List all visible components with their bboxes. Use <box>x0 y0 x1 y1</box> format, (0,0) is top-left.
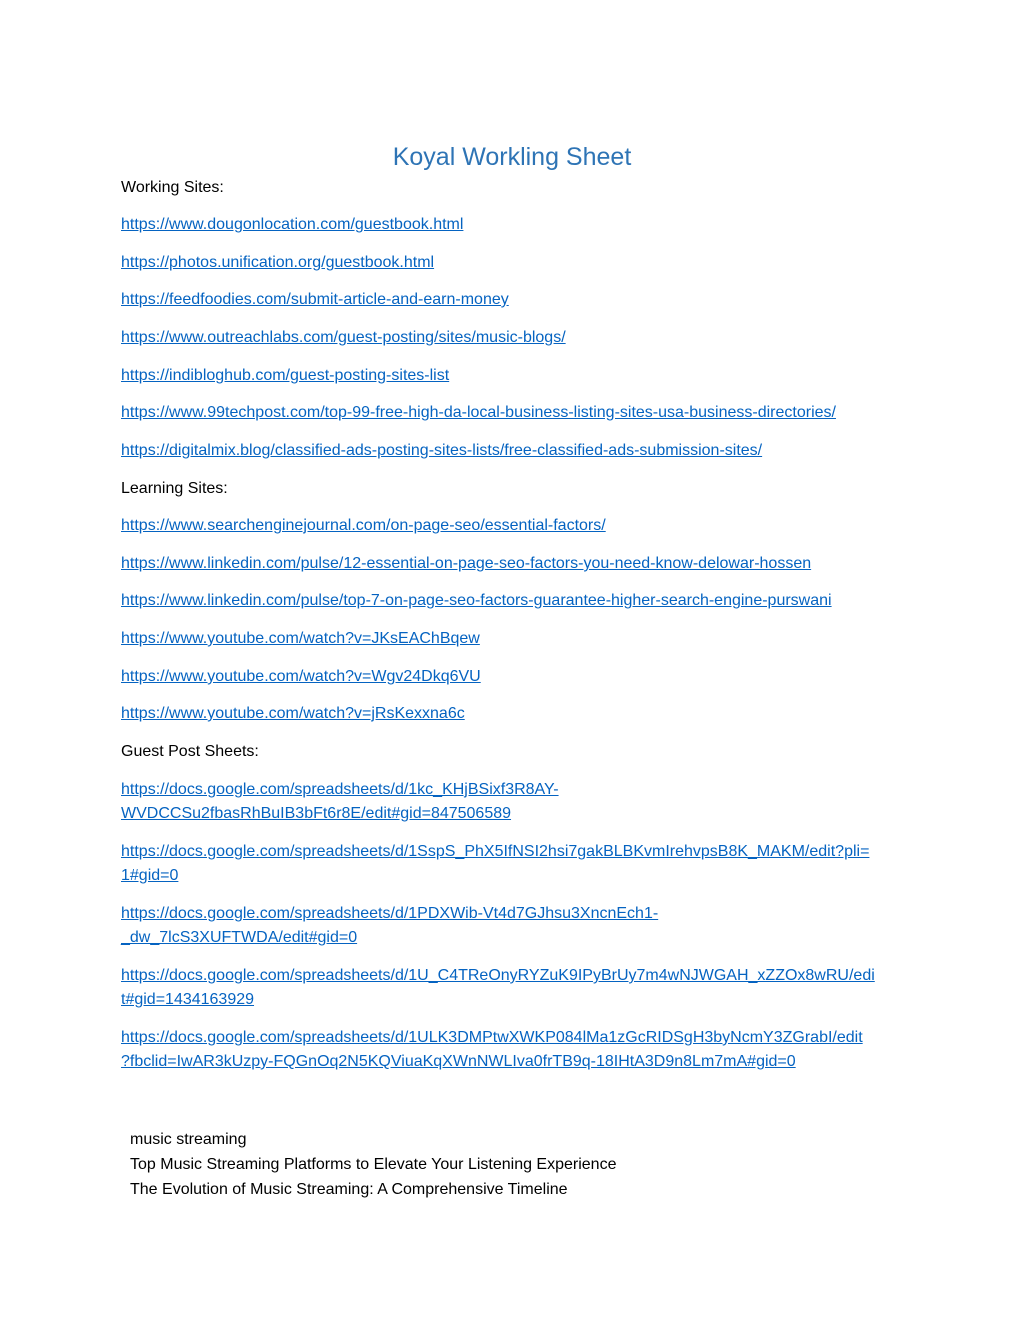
section-label-learning-sites: Learning Sites: <box>121 480 228 497</box>
working-site-link[interactable]: https://digitalmix.blog/classified-ads-posting-sites-lists/free-classified-ads-submission-sites/ <box>121 442 763 459</box>
guest-sheet-link[interactable]: https://docs.google.com/spreadsheets/d/1SspS_PhX5IfNSI2hsi7gakBLBKvmIrehvpsB8K_MAKM/edit?pli= 1#gid=0 <box>121 843 870 884</box>
working-site-link[interactable]: https://www.outreachlabs.com/guest-posting/sites/music-blogs/ <box>121 329 566 346</box>
learning-site-link[interactable]: https://www.youtube.com/watch?v=JKsEAChBqew <box>121 630 480 647</box>
section-label-guest-post-sheets: Guest Post Sheets: <box>121 743 259 760</box>
note-line: The Evolution of Music Streaming: A Comprehensive Timeline <box>130 1181 568 1198</box>
working-site-link[interactable]: https://indibloghub.com/guest-posting-sites-list <box>121 367 450 384</box>
section-label-working-sites: Working Sites: <box>121 179 224 196</box>
guest-sheet-link[interactable]: https://docs.google.com/spreadsheets/d/1U_C4TReOnyRYZuK9IPyBrUy7m4wNJWGAH_xZZOx8wRU/edi t#gid=1434163929 <box>121 967 875 1008</box>
page-title: Koyal Workling Sheet <box>392 143 632 171</box>
working-site-link[interactable]: https://photos.unification.org/guestbook.html <box>121 254 435 271</box>
learning-site-link[interactable]: https://www.youtube.com/watch?v=Wgv24Dkq6VU <box>121 668 481 685</box>
working-site-link[interactable]: https://www.dougonlocation.com/guestbook.html <box>121 216 464 233</box>
guest-sheet-link[interactable]: https://docs.google.com/spreadsheets/d/1ULK3DMPtwXWKP084lMa1zGcRIDSgH3byNcmY3ZGrabI/edit ?fbclid=IwAR3kUzpy-FQGnOq2N5KQViuaKqXWnNWLIva0frTB9q-18IHtA3D9n8Lm7mA#gid=0 <box>121 1029 863 1070</box>
guest-sheet-link[interactable]: https://docs.google.com/spreadsheets/d/1PDXWib-Vt4d7GJhsu3XncnEch1- _dw_7lcS3XUFTWDA/edit#gid=0 <box>121 905 659 946</box>
learning-site-link[interactable]: https://www.searchenginejournal.com/on-page-seo/essential-factors/ <box>121 517 606 534</box>
learning-site-link[interactable]: https://www.linkedin.com/pulse/top-7-on-page-seo-factors-guarantee-higher-search-engine-purswani <box>121 592 832 609</box>
working-site-link[interactable]: https://www.99techpost.com/top-99-free-high-da-local-business-listing-sites-usa-business-directories/ <box>121 404 836 421</box>
note-line: Top Music Streaming Platforms to Elevate Your Listening Experience <box>130 1156 617 1173</box>
working-site-link[interactable]: https://feedfoodies.com/submit-article-and-earn-money <box>121 291 509 308</box>
guest-sheet-link[interactable]: https://docs.google.com/spreadsheets/d/1kc_KHjBSixf3R8AY- WVDCCSu2fbasRhBuIB3bFt6r8E/edit#gid=847506589 <box>121 781 559 822</box>
learning-site-link[interactable]: https://www.youtube.com/watch?v=jRsKexxna6c <box>121 705 465 722</box>
note-line: music streaming <box>130 1131 247 1148</box>
learning-site-link[interactable]: https://www.linkedin.com/pulse/12-essential-on-page-seo-factors-you-need-know-delowar-hossen <box>121 555 812 572</box>
